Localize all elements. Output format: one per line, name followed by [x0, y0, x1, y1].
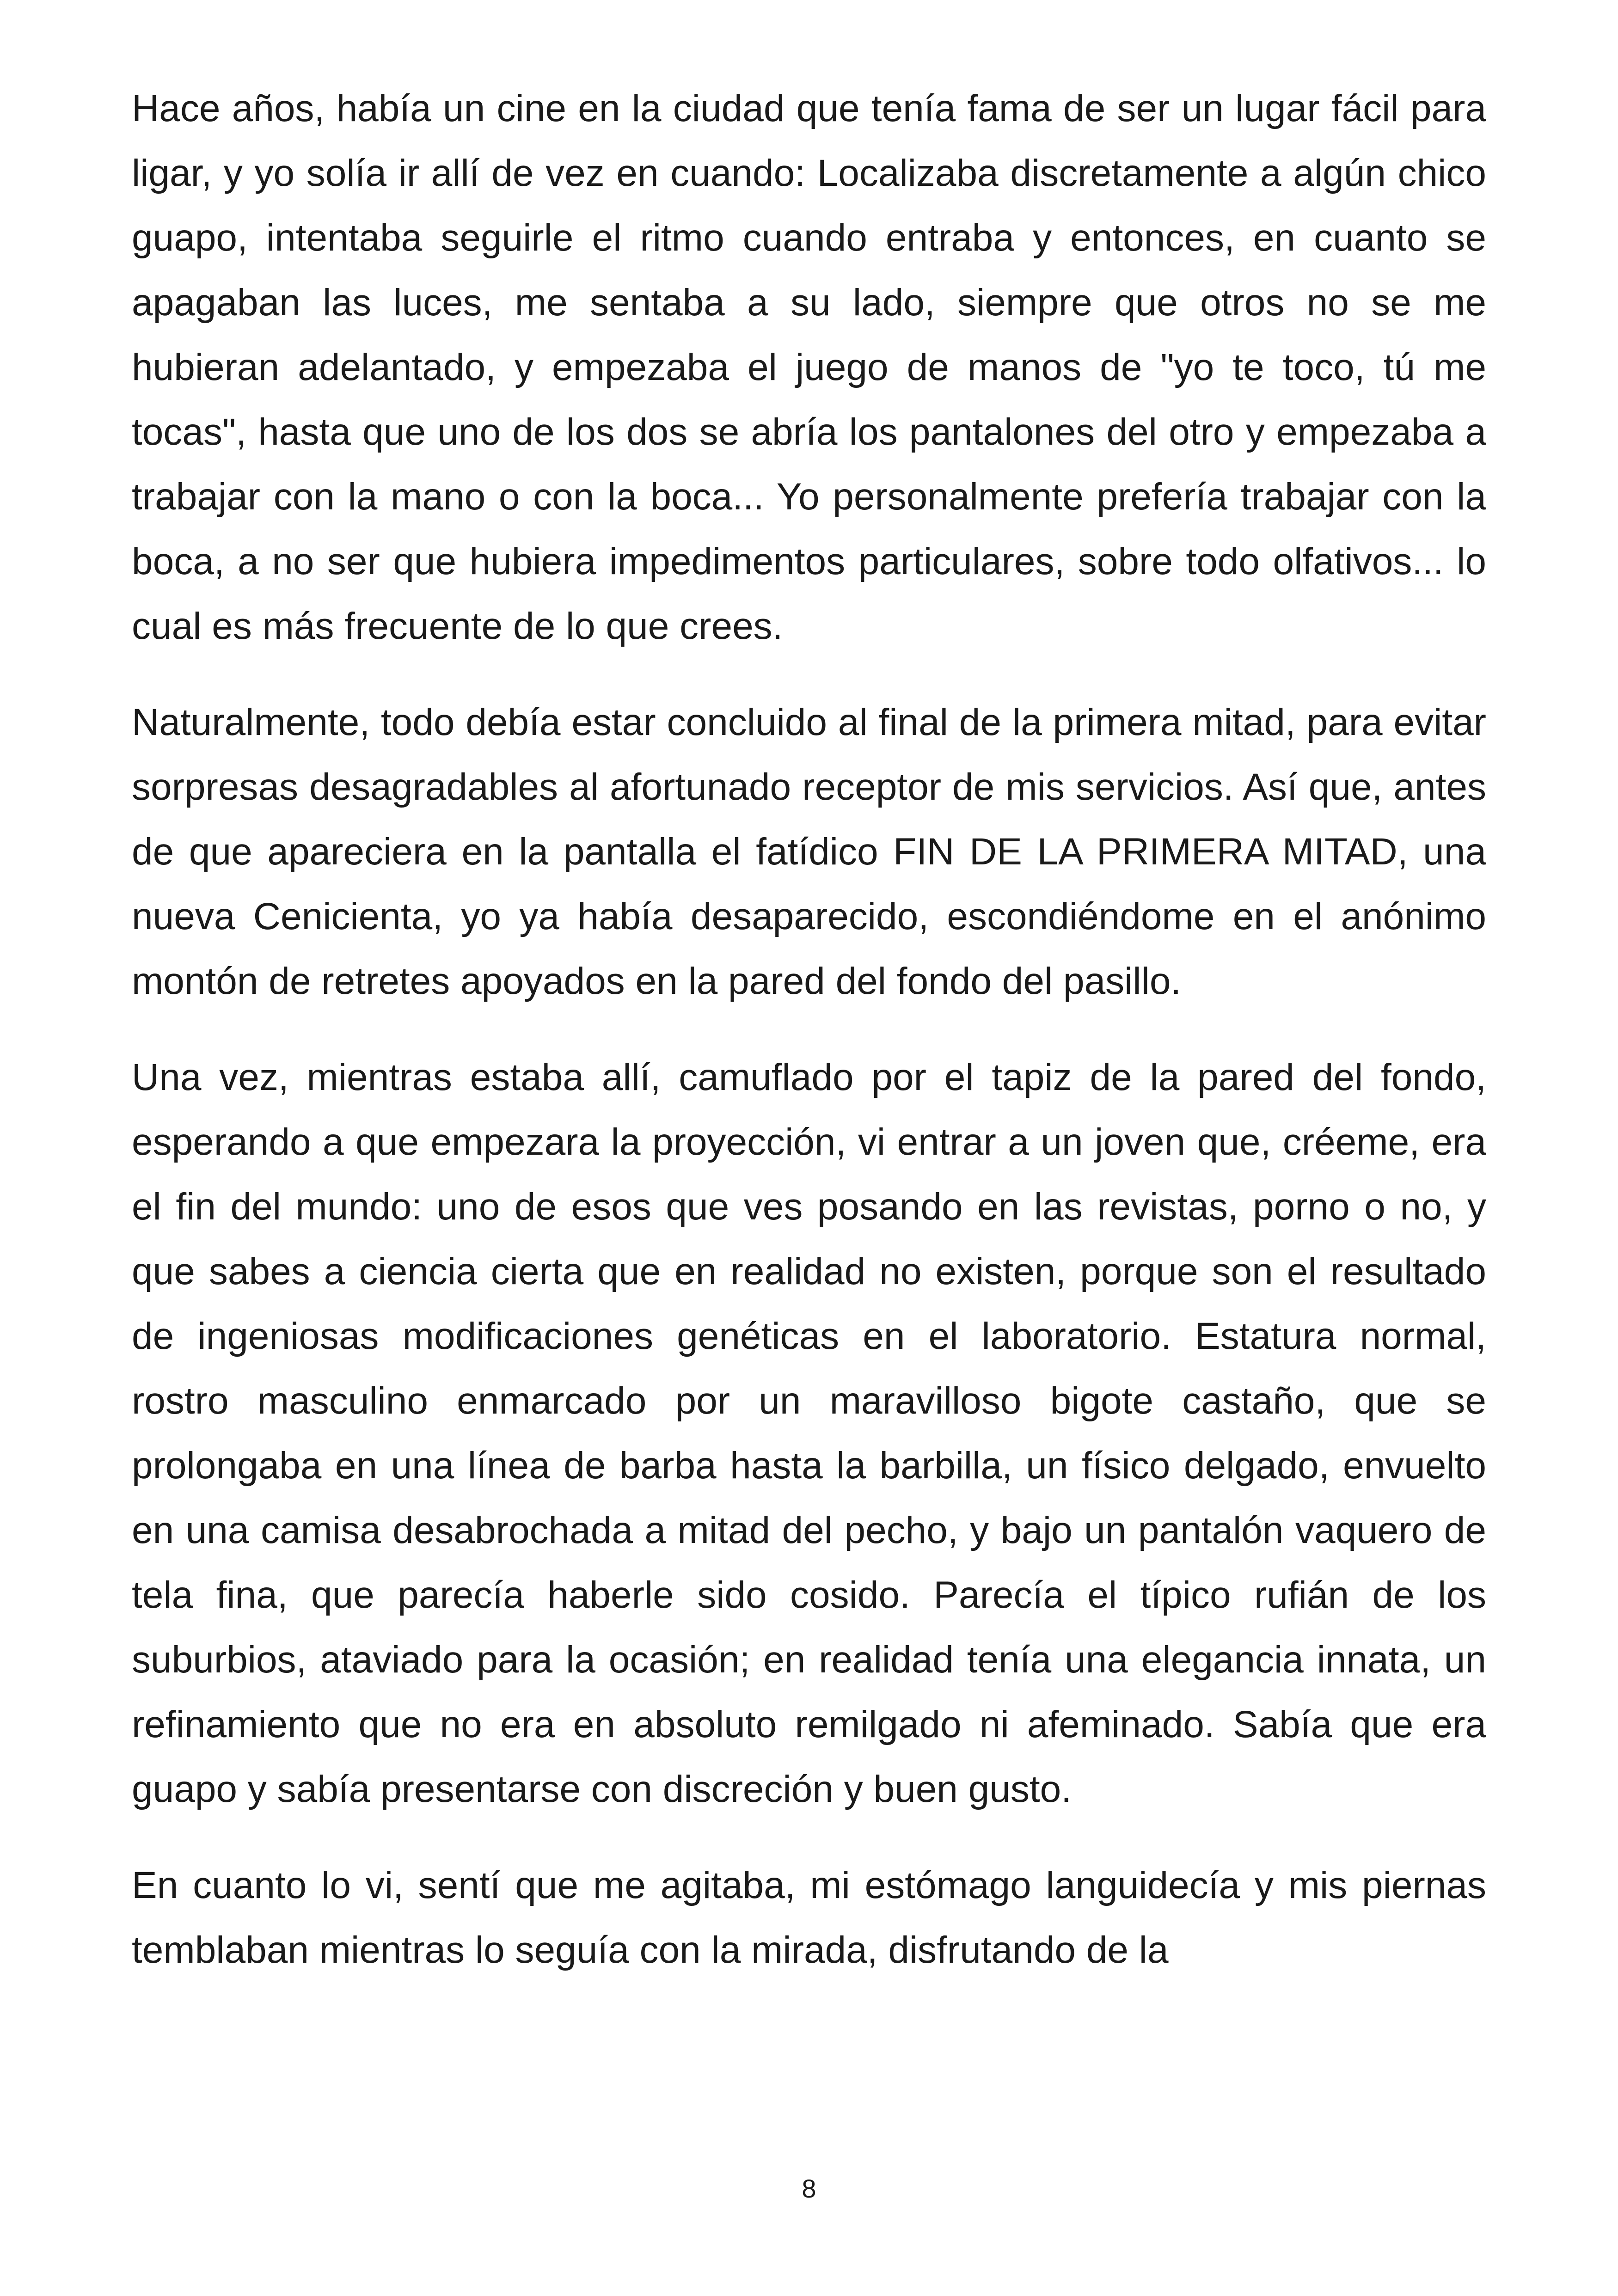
paragraph-2: Naturalmente, todo debía estar concluido al final de la primera mitad, para evitar sorpresas desagradables al afortunado receptor de mis servicios. Así que, antes de que apareciera en la pantalla el fatídico FIN DE LA PRIMERA MITAD, una nueva Cenicienta, yo ya había desaparecido, escondiéndome en el anónimo montón de retretes apoyados en la pared del fondo del pasillo. — [132, 701, 1486, 1002]
paragraph-1: Hace años, había un cine en la ciudad que tenía fama de ser un lugar fácil para ligar, y yo solía ir allí de vez en cuando: Localizaba discretamente a algún chico guapo, intentaba seguirle el ritmo cuando entraba y entonces, en cuanto se apagaban las luces, me sentaba a su lado, siempre que otros no se me hubieran adelantado, y empezaba el juego de manos de "yo te toco, tú me tocas", hasta que uno de los dos se abría los pantalones del otro y empezaba a trabajar con la mano o con la boca... Yo personalmente prefería trabajar con la boca, a no ser que hubiera impedimentos particulares, sobre todo olfativos... lo cual es más frecuente de lo que crees. — [132, 87, 1486, 647]
paragraph-3: Una vez, mientras estaba allí, camuflado por el tapiz de la pared del fondo, esperando a que empezara la proyección, vi entrar a un joven que, créeme, era el fin del mundo: uno de esos que ves posando en las revistas, porno o no, y que sabes a ciencia cierta que en realidad no existen, porque son el resultado de ingeniosas modificaciones genéticas en el laboratorio. Estatura normal, rostro masculino enmarcado por un maravilloso bigote castaño, que se prolongaba en una línea de barba hasta la barbilla, un físico delgado, envuelto en una camisa desabrochada a mitad del pecho, y bajo un pantalón vaquero de tela fina, que parecía haberle sido cosido. Parecía el típico rufián de los suburbios, ataviado para la ocasión; en realidad tenía una elegancia innata, un refinamiento que no era en absoluto remilgado ni afeminado. Sabía que era guapo y sabía presentarse con discreción y buen gusto. — [132, 1056, 1486, 1810]
page-body — [132, 76, 1486, 1983]
page-number: 8 — [802, 2174, 816, 2203]
paragraph-4: En cuanto lo vi, sentí que me agitaba, mi estómago languidecía y mis piernas temblaban mientras lo seguía con la mirada, disfrutando de la — [132, 1864, 1486, 1971]
